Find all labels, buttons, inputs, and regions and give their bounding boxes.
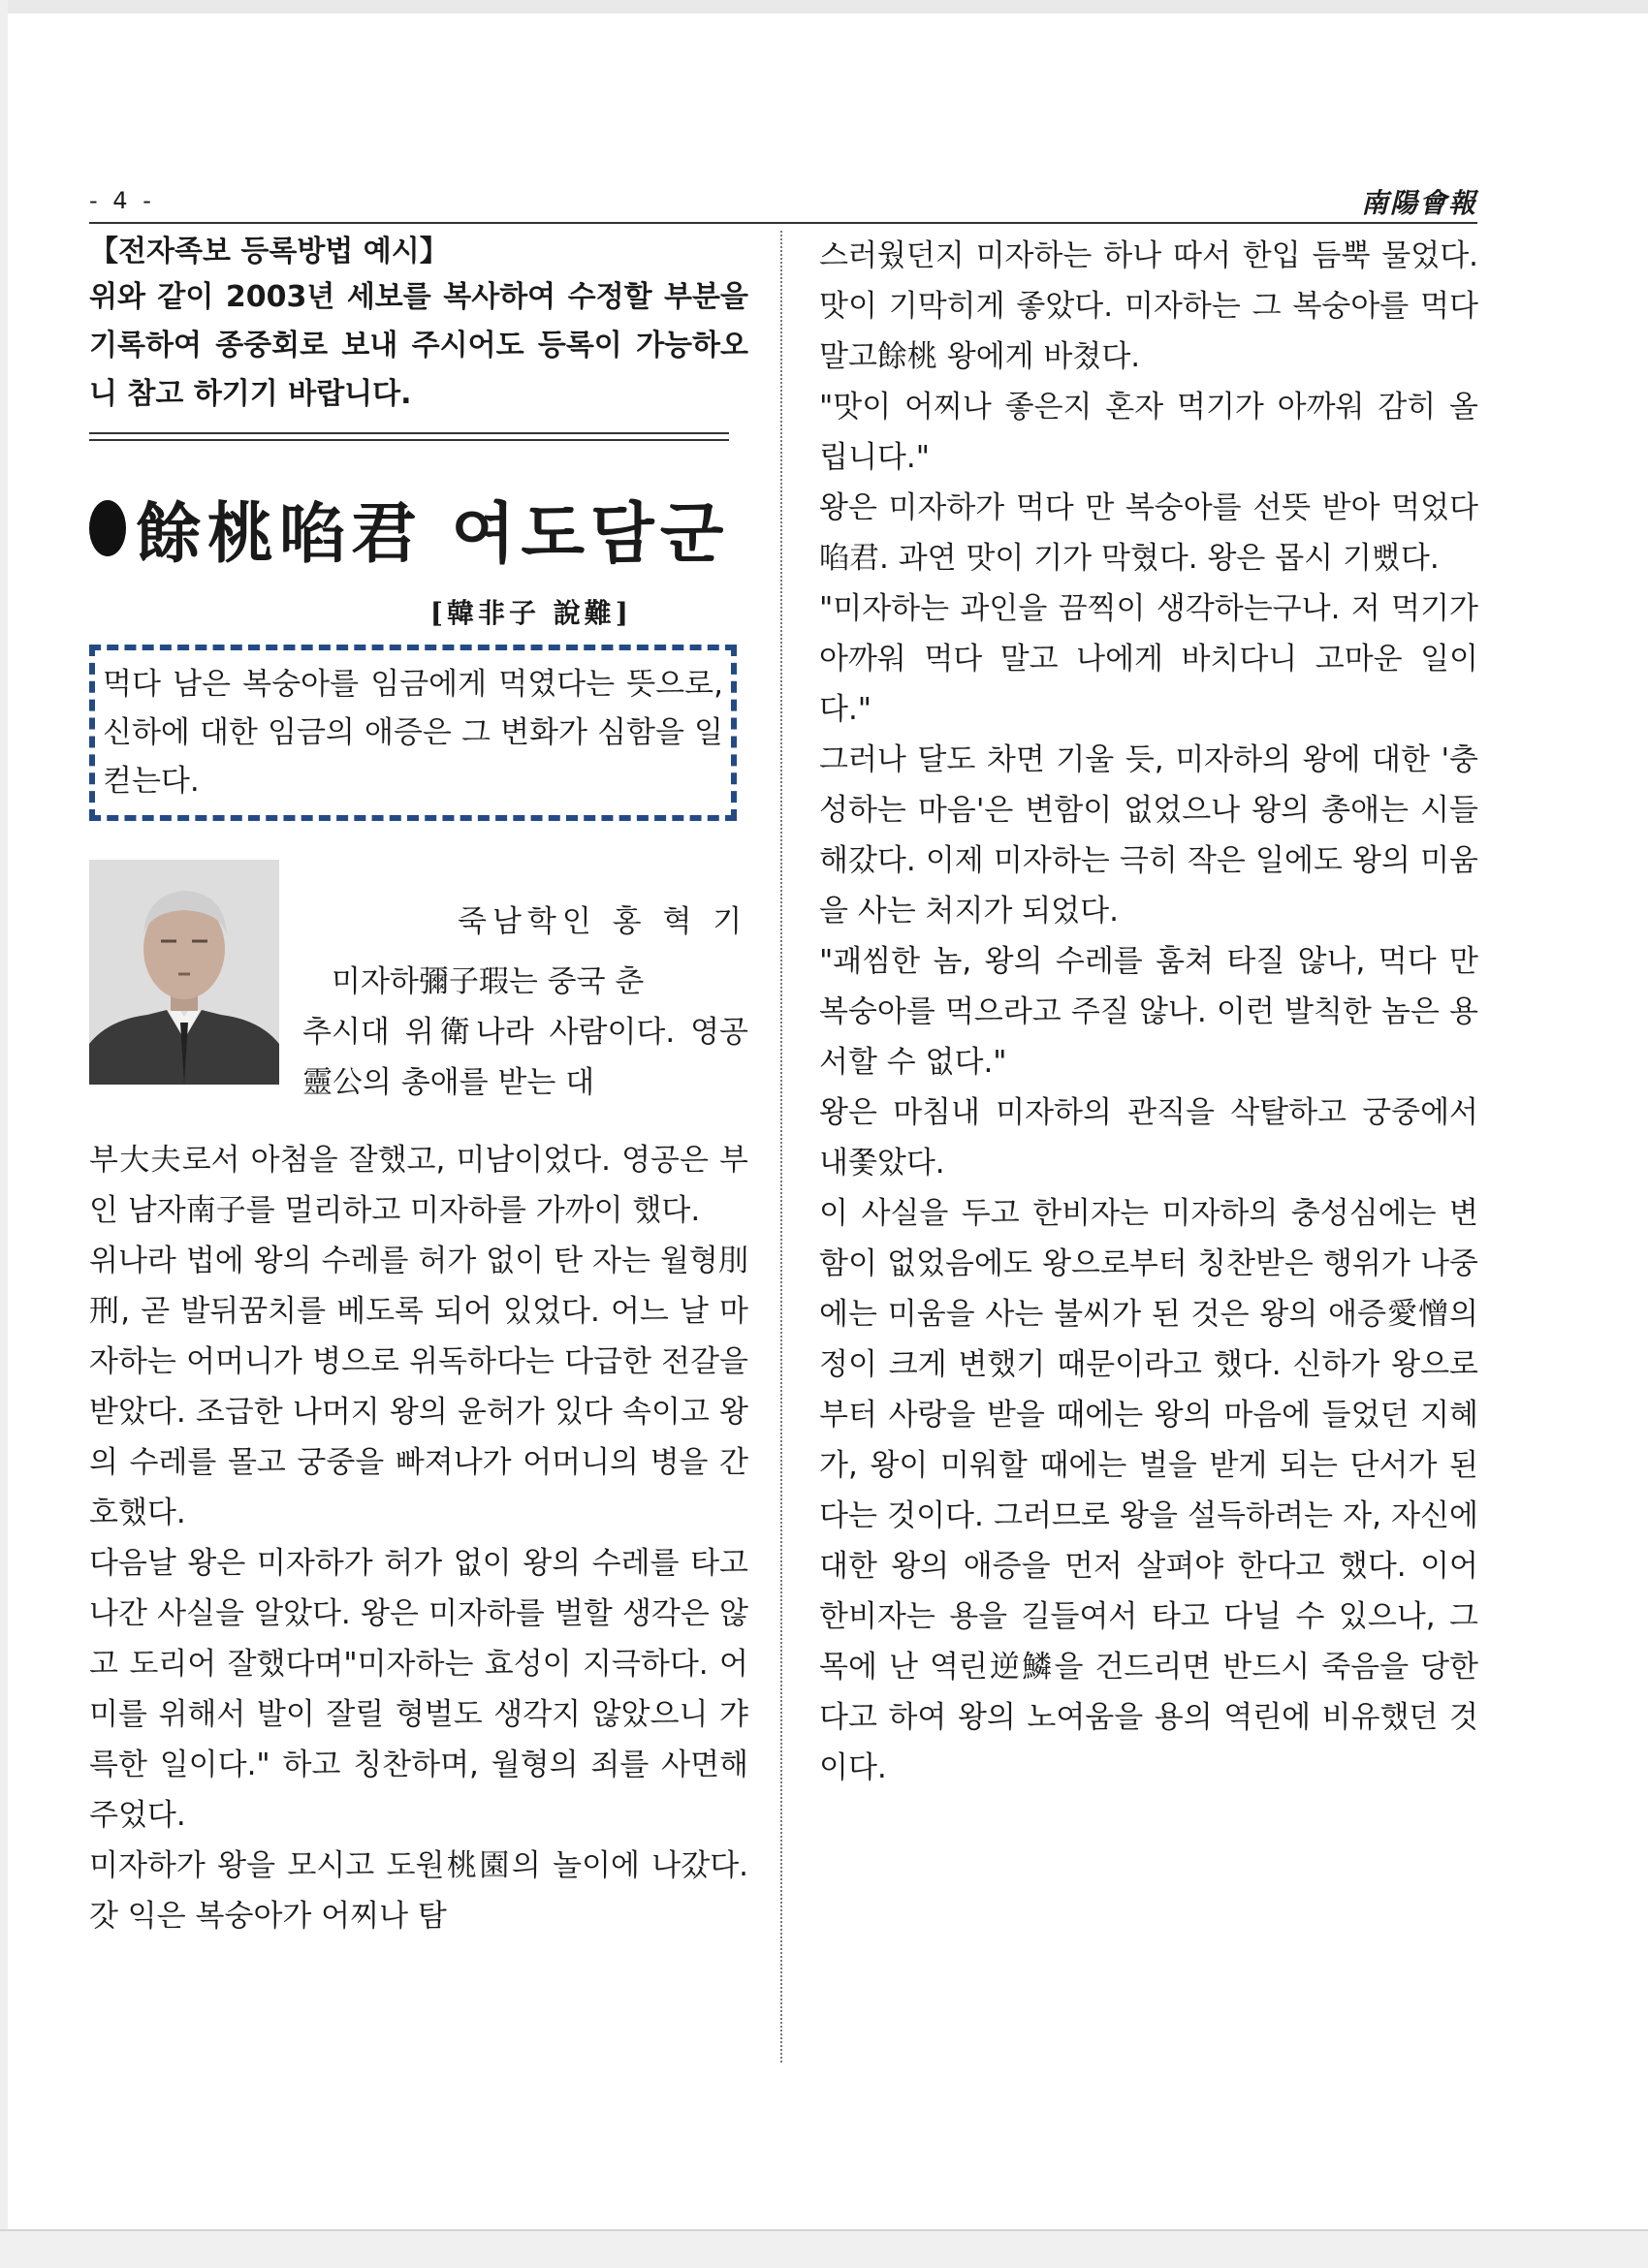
masthead: 南陽會報	[1360, 187, 1477, 219]
article-title: 餘桃啗君 여도담군	[136, 494, 730, 573]
right-paragraph: 왕은 마침내 미자하의 관직을 삭탈하고 궁중에서 내쫓았다.	[819, 1095, 1478, 1181]
intro-indented-text: 추시대 위衛나라 사람이다. 영공靈公의 총애를 받는 대	[302, 1015, 748, 1100]
notice-heading: 【전자족보 등록방법 예시】	[89, 235, 449, 268]
byline: 죽남학인 홍 혁 기	[458, 904, 748, 939]
double-rule-divider	[89, 432, 729, 441]
scan-edge-top	[0, 0, 1648, 14]
left-column	[89, 231, 748, 1941]
left-paragraph: 미자하가 왕을 모시고 도원桃園의 놀이에 나갔다. 갓 익은 복숭아가 어찌나 탐	[89, 1848, 748, 1934]
bullet-icon	[89, 500, 126, 556]
left-paragraph: 부大夫로서 아첨을 잘했고, 미남이었다. 영공은 부인 남자南子를 멀리하고 미자하를 가까이 했다.	[89, 1143, 748, 1228]
scan-edge-left	[0, 0, 8, 2266]
right-paragraph: "미자하는 과인을 끔찍이 생각하는구나. 저 먹기가 아까워 먹다 말고 나에게 바치다니 고마운 일이다."	[819, 591, 1478, 727]
scan-edge-bottom	[0, 2229, 1648, 2268]
page-number: - 4 -	[89, 187, 155, 214]
author-photo	[89, 860, 279, 1085]
right-paragraph: 이 사실을 두고 한비자는 미자하의 충성심에는 변함이 없었음에도 왕으로부터 칭찬받은 행위가 나중에는 미움을 사는 불씨가 된 것은 왕의 애증愛憎의 정이 크게 변했기 때문이라고 했다. 신하가 왕으로부터 사랑을 받을 때에는 왕의 마음에 들었던 지혜가, 왕이 미워할 때에는 벌을 받게 되는 단서가 된다는 것이다. 그러므로 왕을 설득하려는 자, 자신에 대한 왕의 애증을 먼저 살펴야 한다고 했다. 이어 한비자는 용을 길들여서 타고 다닐 수 있으나, 그 목에 난 역린逆鱗을 건드리면 반드시 죽음을 당한다고 하여 왕의 노여움을 용의 역린에 비유했던 것이다.	[819, 1196, 1478, 1785]
intro-first-line: 미자하彌子瑕는 중국 춘	[332, 964, 645, 999]
author-area	[89, 860, 748, 1100]
right-paragraph: "맛이 어찌나 좋은지 혼자 먹기가 아까워 감히 올립니다."	[819, 390, 1478, 475]
article-title-row	[89, 484, 748, 573]
notice-body: 위와 같이 2003년 세보를 복사하여 수정할 부분을 기록하여 종중회로 보내 주시어도 등록이 가능하오니 참고 하기기 바랍니다.	[89, 280, 748, 411]
column-divider	[780, 231, 782, 2063]
right-paragraph: 스러웠던지 미자하는 하나 따서 한입 듬뿍 물었다. 맛이 기막히게 좋았다. 미자하는 그 복숭아를 먹다 말고餘桃 왕에게 바쳤다.	[819, 238, 1478, 374]
summary-text: 먹다 남은 복숭아를 임금에게 먹였다는 뜻으로, 신하에 대한 임금의 애증은 그 변화가 심함을 일컫는다.	[103, 667, 723, 799]
header-rule	[89, 222, 1477, 224]
summary-box	[89, 645, 737, 821]
left-paragraph: 위나라 법에 왕의 수레를 허가 없이 탄 자는 월형刖刑, 곧 발뒤꿈치를 베도록 되어 있었다. 어느 날 마자하는 어머니가 병으로 위독하다는 다급한 전갈을 받았다. 조급한 나머지 왕의 윤허가 있다 속이고 왕의 수레를 몰고 궁중을 빠져나가 어머니의 병을 간호했다.	[89, 1244, 748, 1530]
right-column	[819, 231, 1478, 1793]
left-paragraph: 다음날 왕은 미자하가 허가 없이 왕의 수레를 타고 나간 사실을 알았다. 왕은 미자하를 벌할 생각은 않고 도리어 잘했다며"미자하는 효성이 지극하다. 어미를 위해서 발이 잘릴 형벌도 생각지 않았으니 갸륵한 일이다." 하고 칭찬하며, 월형의 죄를 사면해 주었다.	[89, 1546, 748, 1833]
right-paragraph: 그러나 달도 차면 기울 듯, 미자하의 왕에 대한 '충성하는 마음'은 변함이 없었으나 왕의 총애는 시들해갔다. 이제 미자하는 극히 작은 일에도 왕의 미움을 사는 처지가 되었다.	[819, 742, 1478, 929]
right-paragraph: 왕은 미자하가 먹다 만 복숭아를 선뜻 받아 먹었다啗君. 과연 맛이 기가 막혔다. 왕은 몹시 기뻤다.	[819, 490, 1478, 576]
right-paragraph: "괘씸한 놈, 왕의 수레를 훔쳐 타질 않나, 먹다 만 복숭아를 먹으라고 주질 않나. 이런 발칙한 놈은 용서할 수 없다."	[819, 944, 1478, 1080]
article-source: [韓非子 說難]	[429, 597, 632, 629]
